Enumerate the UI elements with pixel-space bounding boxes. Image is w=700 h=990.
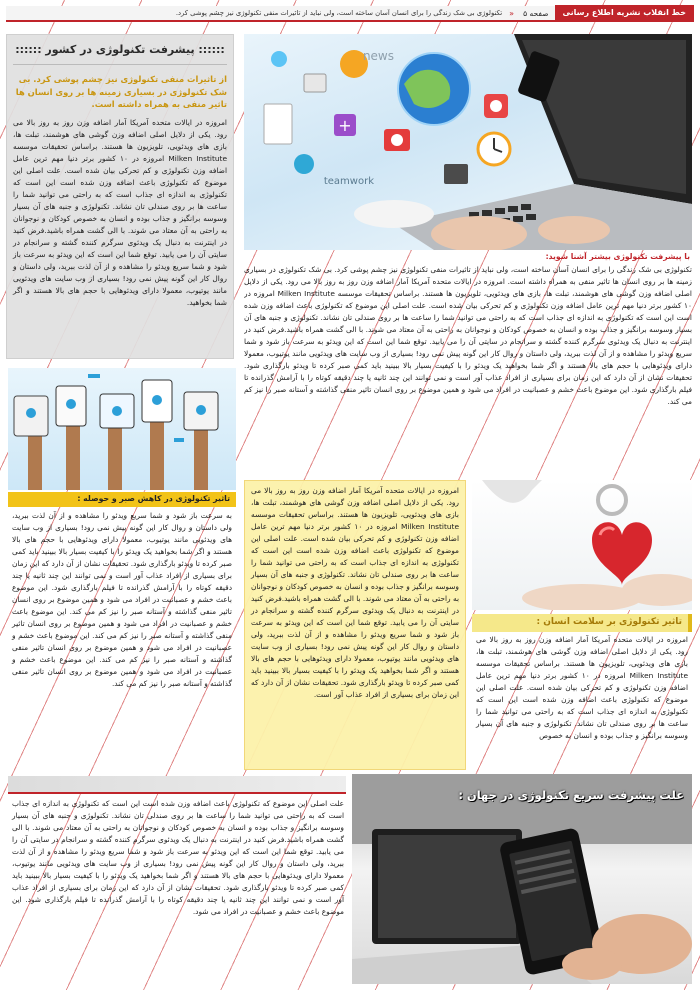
hands-devices-image (8, 368, 236, 490)
main-body: تکنولوژی بی شک زندگی را برای انسان آسان ساخته است، ولی نباید از تاثیرات منفی تکنولوژی نیز چشم پوشی کرد. بی شک تکنولوژی در بسیاری زمینه ها بر روی انسان ها تاثیر منفی به همراه داشته است. امروزه در ایالات متحده آمریکا آمار اضافه وزن روز به روز بالا می رود. یکی از دلایل اصلی اضافه وزن گوشی های هوشمند، تبلت ها، بازی های ویدئویی، تلویزیون ها هستند. براساس تحقیقات موسسه Milken Institute امروزه در ۱۰ کشور برتر دنیا مهم ترین عامل اضافه وزن تکنولوژی و کم تحرکی بیان شده است. علت اصلی این موضوع که تکنولوژی باعث اضافه وزن شده است این است که تکنولوژی به اندازه ای جذاب است که به راحتی می توانید شما را ساعت ها بر روی صندلی تان نشاند. تکنولوژی و جنبه های آن بسیار وسوسه برانگیز و جذاب بوده و انسان به خصوص کودکان و نوجوانان به راحتی به آن معتاد می شوند. با الی گشت همراه باشید.فرض کنید در اینترنت به دنبال یک ویدئوی سرگرم کننده گشته و سرانجام در سایتی آن را می یابید. توقع شما این است که این ویدئو به سرعت باز شود و شما سریع ویدئو را مشاهده و از آن لذت ببرید، ولی داستان و روال کار این گونه پیش نمی رود! بسیاری از وب سایت های ویدئویی مانند یوتیوب، معمولا دارای ویدئوهایی با حجم های بالا هستند و اگر شما بخواهید یک ویدئو را با کیفیت بسیار بالا ببینید باید کمی صبر کرده تا ویدئو بارگذاری شود. تحقیقات نشان از آن دارد که این زمان برای بسیاری از افراد عذاب آور است و نمی توانند این چند ثانیه یا چند دقیقه کوتاه را با آرامش گذرانده تا فیلم بارگذاری شود. این موضوع باعث خشم و عصبانیت در افراد می شود و همین موضوع بر روی انسان تاثیر منفی گذاشته و آستانه صبر را نیز کم می کند. (244, 265, 692, 406)
right-section-title: تاثیر تکنولوژی بر سلامت انسان : (472, 614, 692, 632)
bottom-article-body: علت اصلی این موضوع که تکنولوژی باعث اضافه وزن شده است این است که تکنولوژی به اندازه ای جذاب است که به راحتی می توانید شما را ساعت ها بر روی صندلی تان نشاند. تکنولوژی و جنبه های آن بسیار وسوسه برانگیز و جذاب بوده و انسان به خصوص کودکان و نوجوانان به راحتی به آن معتاد می شوند. با الی گشت همراه باشید.فرض کنید در اینترنت به دنبال یک ویدئوی سرگرم کننده گشته و سرانجام در سایتی آن را می یابید. توقع شما این است که این ویدئو به سرعت باز شود و شما سریع ویدئو را مشاهده و از آن لذت ببرید، ولی داستان و روال کار این گونه پیش نمی رود! بسیاری از وب سایت های ویدئویی مانند یوتیوب، معمولا دارای ویدئوهایی با حجم های بالا هستند و اگر شما بخواهید یک ویدئو را با کیفیت بسیار بالا ببینید باید کمی صبر کرده تا ویدئو بارگذاری شود. تحقیقات نشان از آن دارد که این زمان برای بسیاری از افراد عذاب آور است و نمی توانند این چند ثانیه یا چند دقیقه کوتاه را با آرامش گذرانده تا فیلم بارگذاری شود. این موضوع باعث خشم و عصبانیت در افراد می شود. (12, 799, 344, 916)
header-tagline: تکنولوژی بی شک زندگی را برای انسان آسان ساخته است، ولی نباید از تاثیرات منفی تکنولوژی نیز چشم پوشی کرد. (175, 9, 503, 17)
page-number: صفحه ۵ (523, 8, 549, 18)
sidebar-title: :::::: پیشرفت تکنولوژی در کشور :::::: (13, 39, 227, 65)
hero-word-news: news (362, 49, 394, 63)
page-header (6, 6, 694, 22)
sidebar-article (6, 34, 234, 359)
middle-article-box (244, 480, 466, 770)
hero-image (244, 34, 692, 250)
hero-word-teamwork: teamwork (323, 176, 374, 187)
laptop-illustration (244, 34, 692, 250)
bottom-section-title: علت پیشرفت سریع تکنولوژی در جهان : (458, 788, 684, 802)
heart-illustration (472, 480, 692, 610)
main-subtitle: با پیشرفت تکنولوژی بیشتر آشنا شوید: (545, 252, 690, 261)
left-section-title: تاثیر تکنولوژی در کاهش صبر و حوصله : (8, 492, 236, 507)
hands-illustration (8, 368, 236, 490)
bottom-divider-bar (8, 776, 346, 794)
left-section-body: به سرعت باز شود و شما سریع ویدئو را مشاهده و از آن لذت ببرید، ولی داستان و روال کار این گونه پیش نمی رود! بسیاری از وب سایت های ویدئویی مانند یوتیوب، معمولا دارای ویدئوهایی با حجم های بالا هستند و اگر شما بخواهید یک ویدئو را با کیفیت بسیار بالا ببینید باید کمی صبر کرده تا ویدئو بارگذاری شود. تحقیقات نشان از آن دارد که این زمان برای بسیاری از افراد عذاب آور است و نمی توانند این چند ثانیه یا چند دقیقه کوتاه را با آرامش گذرانده تا فیلم بارگذاری شود. این موضوع باعث خشم و عصبانیت در افراد می شود و همین موضوع بر روی انسان تاثیر منفی گذاشته و آستانه صبر را نیز کم می کند. این موضوع باعث خشم و عصبانیت در افراد می شود و همین موضوع بر روی انسان تاثیر منفی گذاشته و آستانه صبر را نیز کم می کند. این موضوع باعث خشم و عصبانیت در افراد می شود و همین موضوع بر روی انسان تاثیر منفی گذاشته و آستانه صبر را نیز کم می کند. این موضوع باعث خشم و عصبانیت در افراد می شود و همین موضوع بر روی انسان تاثیر منفی گذاشته و آستانه صبر را نیز کم می کند. (12, 511, 232, 688)
newsletter-brand: خط انقلاب نشریه اطلاع رسانی (555, 5, 694, 21)
sidebar-body: امروزه در ایالات متحده آمریکا آمار اضافه وزن روز به روز بالا می رود. یکی از دلایل اصلی اضافه وزن گوشی های هوشمند، تبلت ها، بازی های ویدئویی، تلویزیون ها هستند. براساس تحقیقات موسسه Milken Institute امروزه در ۱۰ کشور برتر دنیا مهم ترین عامل اضافه وزن تکنولوژی و کم تحرکی بیان شده است. علت اصلی این موضوع که تکنولوژی باعث اضافه وزن شده است این است که تکنولوژی به اندازه ای جذاب است که به راحتی می توانید شما را ساعت ها بر روی صندلی تان نشاند. تکنولوژی و جنبه های آن بسیار وسوسه برانگیز و جذاب بوده و انسان به خصوص کودکان و نوجوانان به راحتی به آن معتاد می شوند. با الی گشت همراه باشید.فرض کنید در اینترنت به دنبال یک ویدئوی سرگرم کننده گشته و سرانجام در سایتی آن را می یابید. توقع شما این است که این ویدئو به سرعت باز شود و شما سریع ویدئو را مشاهده و از آن لذت ببرید، ولی داستان و روال کار این گونه پیش نمی رود! بسیاری از وب سایت های ویدئویی مانند یوتیوب، معمولا دارای ویدئوهایی با حجم های بالا هستند و اگر شما بخواهید. (13, 117, 228, 307)
phone-laptop-illustration (352, 774, 692, 984)
heart-health-image (472, 480, 692, 610)
phone-laptop-image (352, 774, 692, 984)
middle-article-body: امروزه در ایالات متحده آمریکا آمار اضافه وزن روز به روز بالا می رود. یکی از دلایل اصلی اضافه وزن گوشی های هوشمند، تبلت ها، بازی های ویدئویی، تلویزیون ها هستند. براساس تحقیقات موسسه Milken Institute امروزه در ۱۰ کشور برتر دنیا مهم ترین عامل اضافه وزن تکنولوژی و کم تحرکی بیان شده است. علت اصلی این موضوع که تکنولوژی باعث اضافه وزن شده است این است که تکنولوژی به اندازه ای جذاب است که به راحتی می توانید شما را ساعت ها بر روی صندلی تان نشاند. تکنولوژی و جنبه های آن بسیار وسوسه برانگیز و جذاب بوده و انسان به خصوص کودکان و نوجوانان به راحتی به آن معتاد می شوند. با الی گشت همراه باشید.فرض کنید در اینترنت به دنبال یک ویدئوی سرگرم کننده گشته و سرانجام در سایتی آن را می یابید. توقع شما این است که این ویدئو به سرعت باز شود و شما سریع ویدئو را مشاهده و از آن لذت ببرید، ولی داستان و روال کار این گونه پیش نمی رود! بسیاری از وب سایت های ویدئویی مانند یوتیوب، معمولا دارای ویدئوهایی با حجم های بالا هستند و اگر شما بخواهید یک ویدئو را با کیفیت بسیار بالا ببینید باید کمی صبر کرده تا ویدئو بارگذاری شود. تحقیقات نشان از آن دارد که این زمان برای بسیاری از افراد عذاب آور است. (251, 486, 459, 699)
right-section-body: امروزه در ایالات متحده آمریکا آمار اضافه وزن روز به روز بالا می رود. یکی از دلایل اصلی اضافه وزن گوشی های هوشمند، تبلت ها، بازی های ویدئویی، تلویزیون ها هستند. براساس تحقیقات موسسه Milken Institute امروزه در ۱۰ کشور برتر دنیا مهم ترین عامل اضافه وزن تکنولوژی و کم تحرکی بیان شده است. علت اصلی این موضوع که تکنولوژی باعث اضافه وزن شده است این است که تکنولوژی به اندازه ای جذاب است که به راحتی می توانید شما را ساعت ها بر روی صندلی تان نشاند. تکنولوژی و جنبه های آن بسیار وسوسه برانگیز و جذاب بوده و انسان به خصوص (476, 635, 689, 740)
chevron-left-icon: « (509, 8, 515, 18)
sidebar-lead: از تاثیرات منفی تکنولوژی نیز چشم پوشی کرد. بی شک تکنولوژی در بسیاری زمینه ها بر روی انسان ها تاثیر منفی به همراه داشته است. (15, 74, 227, 110)
svg-text:+: + (338, 116, 352, 135)
